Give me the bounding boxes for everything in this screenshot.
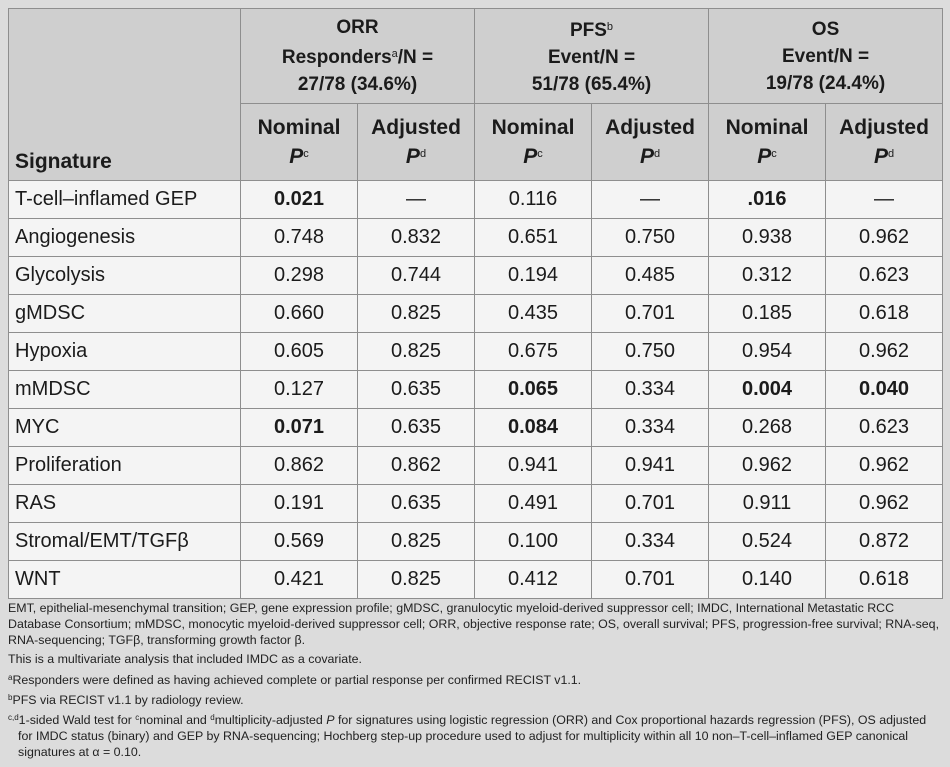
os-adjusted-value: 0.962	[826, 485, 943, 523]
orr-nominal-value: 0.127	[241, 371, 358, 409]
orr-nominal-value: 0.191	[241, 485, 358, 523]
os-adjusted-value: 0.618	[826, 295, 943, 333]
orr-nominal-value: 0.421	[241, 561, 358, 599]
orr-nominal-value: 0.569	[241, 523, 358, 561]
multivariate-note: This is a multivariate analysis that included IMDC as a covariate.	[8, 652, 362, 666]
pfs-adjusted-value: 0.485	[592, 257, 709, 295]
os-adjusted-value: 0.623	[826, 257, 943, 295]
os-title: OS	[811, 18, 840, 40]
pfs-nominal-value: 0.100	[475, 523, 592, 561]
os-nominal-value: 0.524	[709, 523, 826, 561]
table-row	[9, 295, 943, 333]
orr-adjusted-value: 0.862	[358, 447, 475, 485]
pfs-nominal-value: 0.651	[475, 219, 592, 257]
orr-nominal-value: 0.298	[241, 257, 358, 295]
footnote-cd: $^{c,d}$1-sided Wald test for $^c$nominal and $^d$multiplicity-adjusted P for signatures using logistic regression (ORR) and Cox proportional hazards regression (PFS), OS adjusted for IMDC status (binary) and GEP by RNA-sequencing; Hochberg step-up procedure used to adjust for multiplicity within all 10 non–T-cell–inflamed GEP canonical signatures at α = 0.10.	[8, 713, 927, 759]
footnote-b: $^b$PFS via RECIST v1.1 by radiology review.	[8, 693, 244, 707]
orr-adjusted-value: 0.825	[358, 561, 475, 599]
signature-name: WNT	[9, 561, 241, 599]
signature-column-header: Signature	[9, 9, 241, 181]
os-adjusted-header: Adjusted $P^d$	[826, 104, 943, 181]
os-adjusted-value: 0.962	[826, 219, 943, 257]
pfs-adjusted-value: 0.701	[592, 295, 709, 333]
orr-adjusted-value: 0.825	[358, 523, 475, 561]
footnote-a: $^a$Responders were defined as having achieved complete or partial response per confirmed RECIST v1.1.	[8, 673, 582, 687]
orr-adjusted-header: Adjusted $P^d$	[358, 104, 475, 181]
table-row	[9, 181, 943, 219]
signature-name: Glycolysis	[9, 257, 241, 295]
orr-nominal-value: 0.071	[241, 409, 358, 447]
orr-nominal-value: 0.862	[241, 447, 358, 485]
table-row	[9, 485, 943, 523]
os-adjusted-value: 0.623	[826, 409, 943, 447]
header-row-groups	[9, 9, 943, 104]
orr-adjusted-value: 0.635	[358, 371, 475, 409]
orr-nominal-value: 0.021	[241, 181, 358, 219]
orr-adjusted-value: —	[358, 181, 475, 219]
pfs-nominal-value: 0.084	[475, 409, 592, 447]
orr-line2: Responders$^a$/N =	[281, 47, 434, 68]
pfs-title: PFS$^b$	[569, 20, 614, 41]
os-nominal-value: 0.268	[709, 409, 826, 447]
signature-name: T-cell–inflamed GEP	[9, 181, 241, 219]
pfs-adjusted-value: 0.750	[592, 333, 709, 371]
os-adjusted-value: 0.962	[826, 333, 943, 371]
results-table	[8, 8, 943, 599]
orr-nominal-value: 0.748	[241, 219, 358, 257]
os-adjusted-value: 0.040	[826, 371, 943, 409]
footnotes	[8, 600, 942, 762]
os-nominal-value: 0.004	[709, 371, 826, 409]
pfs-adjusted-value: 0.750	[592, 219, 709, 257]
pfs-adjusted-header: Adjusted $P^d$	[592, 104, 709, 181]
table-row	[9, 257, 943, 295]
pfs-nominal-value: 0.116	[475, 181, 592, 219]
table-row	[9, 219, 943, 257]
os-adjusted-value: —	[826, 181, 943, 219]
abbreviations-note: EMT, epithelial-mesenchymal transition; GEP, gene expression profile; gMDSC, granulocytic myeloid-derived suppressor cell; IMDC, International Metastatic RCC Database Consortium; mMDSC, monocytic myeloid-derived suppressor cell; ORR, objective response rate; OS, overall survival; PFS, progression-free survival; RNA-seq, RNA-sequencing; TGFβ, transforming growth factor β.	[8, 601, 940, 647]
orr-adjusted-value: 0.825	[358, 333, 475, 371]
orr-title: ORR	[336, 17, 379, 38]
os-nominal-value: 0.312	[709, 257, 826, 295]
pfs-adjusted-value: 0.941	[592, 447, 709, 485]
os-adjusted-value: 0.962	[826, 447, 943, 485]
pfs-line2: Event/N =	[547, 47, 636, 68]
table-row	[9, 409, 943, 447]
pfs-adjusted-value: 0.334	[592, 409, 709, 447]
pfs-adjusted-value: 0.701	[592, 485, 709, 523]
pfs-nominal-header: Nominal $P^c$	[475, 104, 592, 181]
signature-name: RAS	[9, 485, 241, 523]
pfs-nominal-value: 0.412	[475, 561, 592, 599]
os-nominal-header: Nominal $P^c$	[709, 104, 826, 181]
table-row	[9, 447, 943, 485]
os-adjusted-value: 0.618	[826, 561, 943, 599]
os-nominal-value: 0.954	[709, 333, 826, 371]
pfs-group-header	[475, 9, 709, 104]
signature-name: Stromal/EMT/TGFβ	[9, 523, 241, 561]
pfs-nominal-value: 0.194	[475, 257, 592, 295]
signature-name: Hypoxia	[9, 333, 241, 371]
signature-name: Angiogenesis	[9, 219, 241, 257]
os-line2: Event/N =	[781, 45, 870, 67]
orr-adjusted-value: 0.832	[358, 219, 475, 257]
orr-line3: 27/78 (34.6%)	[297, 74, 418, 95]
table-row	[9, 561, 943, 599]
os-nominal-value: .016	[709, 181, 826, 219]
pfs-line3: 51/78 (65.4%)	[531, 74, 652, 95]
table-row	[9, 371, 943, 409]
pfs-nominal-value: 0.941	[475, 447, 592, 485]
pfs-adjusted-value: 0.334	[592, 371, 709, 409]
signature-name: MYC	[9, 409, 241, 447]
pfs-adjusted-value: —	[592, 181, 709, 219]
orr-adjusted-value: 0.635	[358, 485, 475, 523]
os-nominal-value: 0.140	[709, 561, 826, 599]
orr-group-header	[241, 9, 475, 104]
pfs-nominal-value: 0.065	[475, 371, 592, 409]
pfs-nominal-value: 0.491	[475, 485, 592, 523]
signature-name: Proliferation	[9, 447, 241, 485]
os-nominal-value: 0.185	[709, 295, 826, 333]
orr-adjusted-value: 0.825	[358, 295, 475, 333]
os-nominal-value: 0.911	[709, 485, 826, 523]
os-nominal-value: 0.962	[709, 447, 826, 485]
table-body	[9, 181, 943, 599]
os-nominal-value: 0.938	[709, 219, 826, 257]
signature-name: gMDSC	[9, 295, 241, 333]
orr-nominal-value: 0.605	[241, 333, 358, 371]
orr-nominal-header: Nominal $P^c$	[241, 104, 358, 181]
os-group-header	[709, 9, 943, 104]
table-row	[9, 333, 943, 371]
pfs-nominal-value: 0.675	[475, 333, 592, 371]
os-line3: 19/78 (24.4%)	[765, 72, 886, 94]
signature-name: mMDSC	[9, 371, 241, 409]
orr-nominal-value: 0.660	[241, 295, 358, 333]
pfs-adjusted-value: 0.334	[592, 523, 709, 561]
pfs-nominal-value: 0.435	[475, 295, 592, 333]
table-row	[9, 523, 943, 561]
os-adjusted-value: 0.872	[826, 523, 943, 561]
pfs-adjusted-value: 0.701	[592, 561, 709, 599]
orr-adjusted-value: 0.635	[358, 409, 475, 447]
orr-adjusted-value: 0.744	[358, 257, 475, 295]
